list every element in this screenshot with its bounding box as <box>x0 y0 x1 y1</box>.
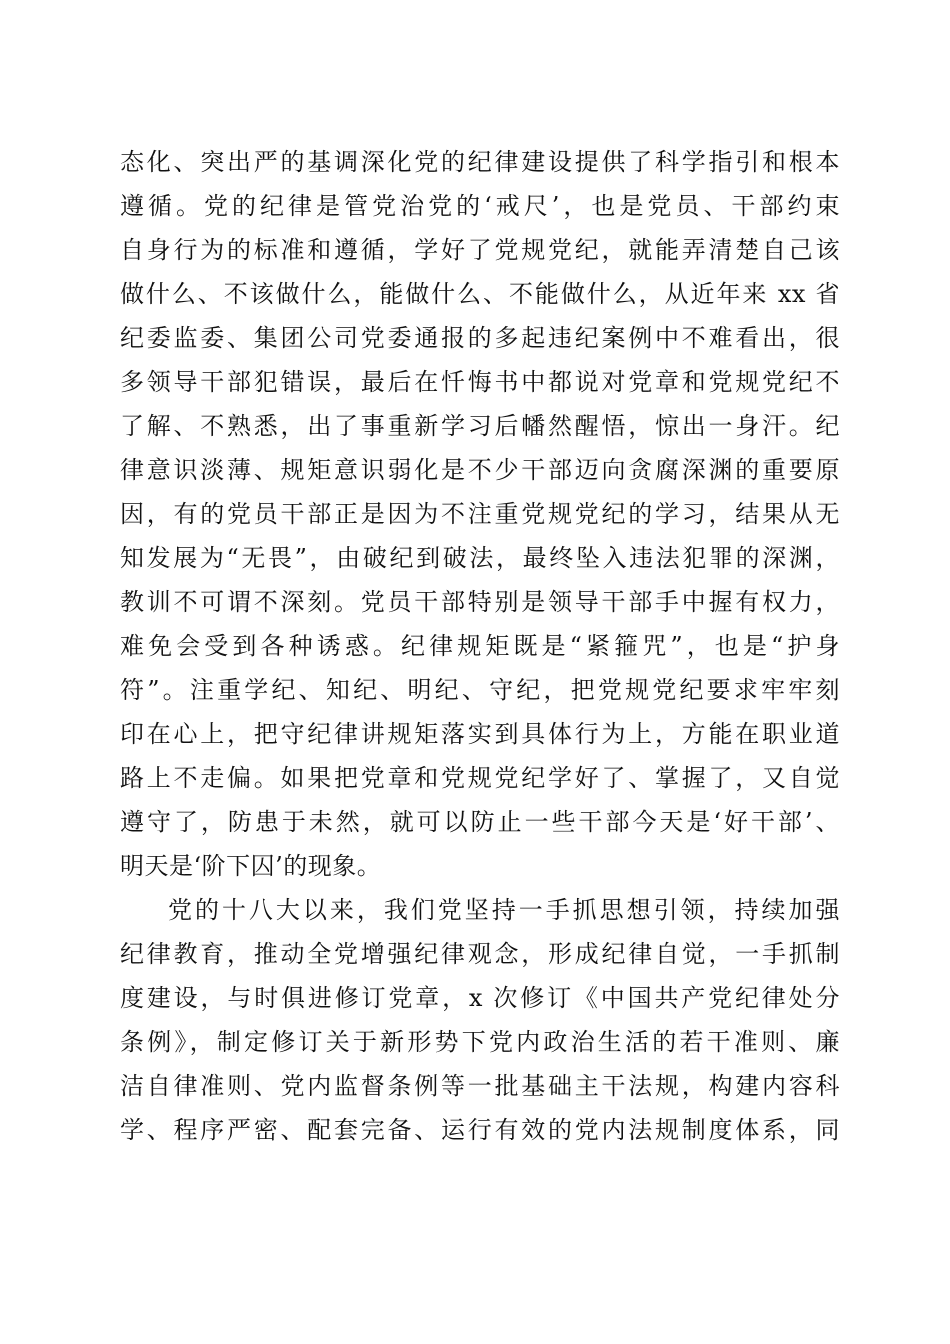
text-line: 教训不可谓不深刻。党员干部特别是领导干部手中握有权力， <box>120 588 840 616</box>
text-line: 条例》，制定修订关于新形势下党内政治生活的若干准则、廉 <box>120 1028 840 1056</box>
paragraph-end-line: 明天是‘阶下囚’的现象。 <box>120 852 382 880</box>
text-line: 纪律教育，推动全党增强纪律观念，形成纪律自觉，一手抓制 <box>120 940 840 968</box>
text-line: 律意识淡薄、规矩意识弱化是不少干部迈向贪腐深渊的重要原 <box>120 456 840 484</box>
text-line: 纪委监委、集团公司党委通报的多起违纪案例中不难看出，很 <box>120 324 840 352</box>
text-line: 多领导干部犯错误，最后在忏悔书中都说对党章和党规党纪不 <box>120 368 840 396</box>
text-line: 洁自律准则、党内监督条例等一批基础主干法规，构建内容科 <box>120 1072 840 1100</box>
text-line: 因，有的党员干部正是因为不注重党规党纪的学习，结果从无 <box>120 500 840 528</box>
text-line: 印在心上，把守纪律讲规矩落实到具体行为上，方能在职业道 <box>120 720 840 748</box>
paragraph-start-line: 党的十八大以来，我们党坚持一手抓思想引领，持续加强 <box>168 896 840 924</box>
text-line: 知发展为“无畏”，由破纪到破法，最终坠入违法犯罪的深渊， <box>120 544 840 572</box>
text-line: 难免会受到各种诱惑。纪律规矩既是“紧箍咒”，也是“护身 <box>120 632 840 660</box>
text-line: 态化、突出严的基调深化党的纪律建设提供了科学指引和根本 <box>120 148 840 176</box>
text-line: 度建设，与时俱进修订党章，x 次修订《中国共产党纪律处分 <box>120 984 840 1012</box>
text-line: 了解、不熟悉，出了事重新学习后幡然醒悟，惊出一身汗。纪 <box>120 412 840 440</box>
text-line: 遵循。党的纪律是管党治党的‘戒尺’，也是党员、干部约束 <box>120 192 840 220</box>
body-text <box>120 140 840 1152</box>
text-line: 自身行为的标准和遵循，学好了党规党纪，就能弄清楚自己该 <box>120 236 840 264</box>
text-line: 符”。注重学纪、知纪、明纪、守纪，把党规党纪要求牢牢刻 <box>120 676 840 704</box>
text-line: 学、程序严密、配套完备、运行有效的党内法规制度体系，同 <box>120 1116 840 1144</box>
text-line: 路上不走偏。如果把党章和党规党纪学好了、掌握了，又自觉 <box>120 764 840 792</box>
text-line: 做什么、不该做什么，能做什么、不能做什么，从近年来 xx 省 <box>120 280 840 308</box>
text-line: 遵守了，防患于未然，就可以防止一些干部今天是‘好干部’、 <box>120 808 840 836</box>
